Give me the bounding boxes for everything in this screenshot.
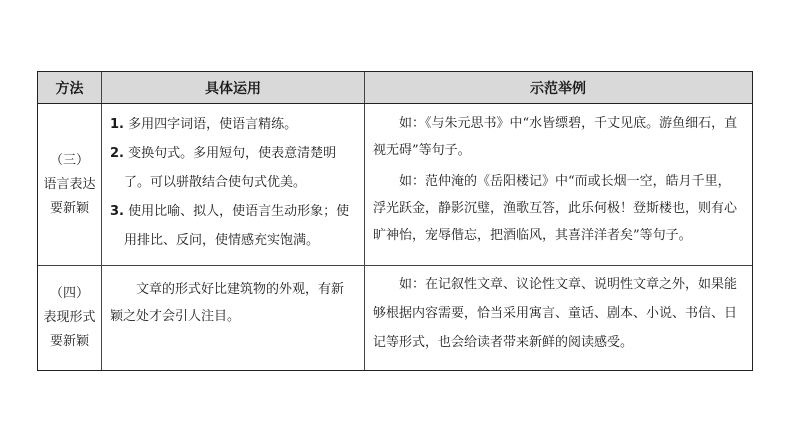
method-line: 要新颖 xyxy=(49,200,89,216)
usage-number: 1. xyxy=(110,117,124,132)
usage-number: 3. xyxy=(110,204,124,219)
example-paragraph: 如：《与朱元思书》中“水皆缥碧，千丈见底。游鱼细石，直视无碍”等句子。 xyxy=(373,116,738,158)
usage-text: 多用四字词语，使语言精练。 xyxy=(123,117,298,132)
method-cell xyxy=(38,104,102,265)
method-line: （四） xyxy=(49,286,89,301)
method-line: 要新颖 xyxy=(49,334,89,349)
header-usage: 具体运用 xyxy=(102,72,365,103)
method-cell xyxy=(38,266,102,370)
header-example: 示范举例 xyxy=(530,80,586,97)
usage-text: 使用比喻、拟人，使语言生动形象；使用排比、反问，使情感充实饱满。 xyxy=(123,204,350,248)
table-row xyxy=(38,104,752,266)
table-row xyxy=(38,266,752,370)
usage-item xyxy=(110,139,356,197)
usage-cell: 文章的形式好比建筑物的外观，有新颖之处才会引人注目。 xyxy=(102,266,365,370)
method-line: 表现形式 xyxy=(43,310,96,325)
usage-text: 变换句式。多用短句，使表意清楚明了。可以骈散结合使句式优美。 xyxy=(123,146,337,190)
table-header-row xyxy=(38,72,752,104)
usage-number: 2. xyxy=(110,146,124,161)
usage-item xyxy=(110,110,356,139)
example-cell xyxy=(365,104,751,265)
example-cell xyxy=(365,266,751,370)
usage-item xyxy=(110,197,356,255)
example-paragraph: 如：范仲淹的《岳阳楼记》中“而或长烟一空，皓月千里，浮光跃金，静影沉璧，渔歌互答，此乐何极！登斯楼也，则有心旷神怡，宠辱偕忘，把酒临风，其喜洋洋者矣”等句子。 xyxy=(373,174,738,243)
method-line: 语言表达 xyxy=(43,176,96,192)
example-paragraph: 如：在记叙性文章、议论性文章、说明性文章之外，如果能够根据内容需要，恰当采用寓言、童话、剧本、小说、书信、日记等形式，也会给读者带来新鲜的阅读感受。 xyxy=(373,277,738,350)
header-method: 方法 xyxy=(38,72,102,103)
usage-cell xyxy=(102,104,365,265)
method-line: （三） xyxy=(49,152,89,168)
methods-table xyxy=(37,71,753,371)
